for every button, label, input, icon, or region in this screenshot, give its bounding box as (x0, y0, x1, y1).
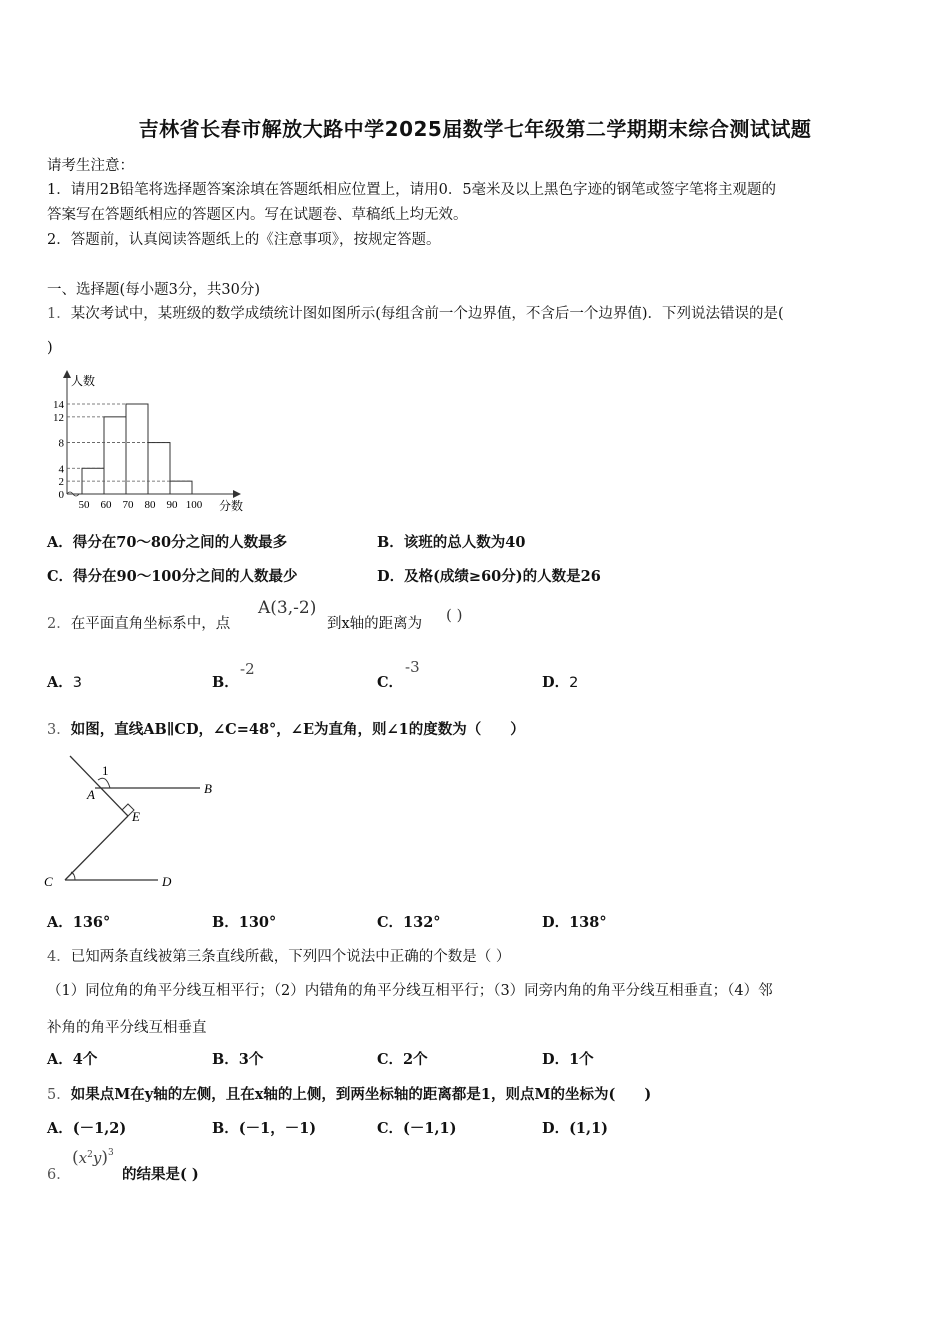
label-1: 1 (102, 763, 109, 778)
question-number: 4． (47, 949, 71, 965)
question-6-text: 的结果是( ) (122, 1166, 199, 1183)
histogram-chart (55, 368, 255, 518)
q2-option-d[interactable]: D．2 (542, 674, 579, 691)
y-tick-label: 4 (58, 463, 64, 476)
q5-option-a[interactable]: A．(－1,2) (47, 1120, 127, 1137)
q5-option-b[interactable]: B．(－1，－1) (212, 1120, 317, 1137)
q1-option-b[interactable]: B．该班的总人数为40 (377, 534, 526, 551)
x-tick-label: 70 (122, 499, 134, 511)
histogram-bar (148, 443, 170, 494)
geometry-figure (40, 750, 230, 895)
q1-option-a[interactable]: A．得分在70～80分之间的人数最多 (47, 534, 288, 551)
q3-option-b[interactable]: B．130° (212, 914, 277, 931)
y-axis-label: 人数 (71, 374, 96, 388)
question-text: 如图，直线AB∥CD，∠C=48°，∠E为直角，则∠1的度数为（ ） (70, 721, 525, 738)
y-tick-label: 0 (58, 489, 64, 501)
q1-option-d[interactable]: D．及格(成绩≥60分)的人数是26 (377, 568, 601, 585)
question-number: 3． (47, 722, 71, 738)
answer-paren: ( ) (446, 606, 463, 624)
power-expression: $(x^2y)^3$ (72, 1148, 114, 1168)
label-d: D (162, 874, 172, 889)
label-a: A (87, 787, 95, 802)
x-tick-label: 90 (166, 499, 178, 511)
section-heading: 一、选择题(每小题3分，共30分) (47, 282, 260, 298)
q2-option-c[interactable]: C． (377, 674, 404, 691)
histogram-bar (170, 481, 192, 494)
q5-option-d[interactable]: D．(1,1) (542, 1120, 609, 1137)
notice-line-2: 2．答题前，认真阅读答题纸上的《注意事项》，按规定答题。 (47, 232, 441, 248)
question-6-number (47, 1163, 71, 1184)
question-number: 2． (47, 616, 71, 632)
page-title: 吉林省长春市解放大路中学2025届数学七年级第二学期期末综合测试试题 (138, 117, 812, 141)
q1-option-c[interactable]: C．得分在90～100分之间的人数最少 (47, 568, 298, 585)
x-tick-label: 50 (78, 499, 90, 511)
q4-option-d[interactable]: D．1个 (542, 1051, 594, 1068)
question-3 (47, 718, 525, 739)
point-a-coord: A(3,-2) (258, 598, 317, 618)
question-5 (47, 1083, 651, 1104)
q2-option-b[interactable]: B． (212, 674, 239, 691)
notice-heading: 请考生注意： (47, 158, 134, 174)
option-value: -3 (405, 658, 420, 676)
option-value: 2 (569, 675, 579, 691)
histogram-bar (126, 404, 148, 494)
q4-option-b[interactable]: B．3个 (212, 1051, 264, 1068)
y-axis-arrow (63, 370, 71, 378)
q3-option-a[interactable]: A．136° (47, 914, 111, 931)
question-number: 5． (47, 1087, 71, 1103)
question-1-close: ) (47, 340, 53, 356)
question-text: 某次考试中，某班级的数学成绩统计图如图所示(每组含前一个边界值，不含后一个边界值)．下列说法错误的是( (70, 306, 784, 322)
y-tick-label: 14 (53, 399, 64, 411)
x-axis-arrow (233, 490, 241, 498)
q3-option-c[interactable]: C．132° (377, 914, 441, 931)
question-number: 6． (47, 1167, 71, 1183)
notice-line-1: 1．请用2B铅笔将选择题答案涂填在答题纸相应位置上，请用0．5毫米及以上黑色字迹的钢笔或签字笔将主观题的 (47, 182, 777, 198)
line-ae (70, 756, 128, 816)
x-axis-label: 分数 (219, 499, 244, 513)
question-4 (47, 945, 510, 966)
q3-option-d[interactable]: D．138° (542, 914, 607, 931)
y-tick-label: 12 (53, 411, 64, 424)
question-number: 1． (47, 306, 71, 322)
y-tick-label: 8 (58, 437, 64, 450)
question-text: 如果点M在y轴的左侧，且在x轴的上侧，到两坐标轴的距离都是1，则点M的坐标为( ) (70, 1086, 652, 1103)
x-tick-label: 100 (185, 499, 203, 511)
question-4-line-2: （1）同位角的角平分线互相平行；（2）内错角的角平分线互相平行；（3）同旁内角的角平分线互相垂直；（4）邻 (47, 983, 773, 999)
q5-option-c[interactable]: C．(－1,1) (377, 1120, 457, 1137)
label-b: B (204, 781, 212, 796)
q2-option-a[interactable]: A．3 (47, 674, 82, 691)
label-e: E (132, 809, 140, 824)
question-1 (47, 302, 784, 323)
x-tick-label: 80 (144, 499, 156, 511)
option-value: -2 (240, 660, 255, 678)
histogram-bar (104, 417, 126, 494)
q4-option-c[interactable]: C．2个 (377, 1051, 428, 1068)
x-tick-label: 60 (100, 499, 112, 511)
option-value: 3 (72, 675, 82, 691)
q4-option-a[interactable]: A．4个 (47, 1051, 98, 1068)
label-c: C (44, 874, 53, 889)
question-text: 已知两条直线被第三条直线所截，下列四个说法中正确的个数是（ ） (70, 949, 511, 965)
question-4-line-3: 补角的角平分线互相垂直 (47, 1020, 207, 1036)
question-2 (47, 612, 230, 633)
question-text-2: 到x轴的距离为 (327, 616, 423, 632)
y-tick-label: 2 (58, 476, 64, 489)
notice-line-1b: 答案写在答题纸相应的答题区内。写在试题卷、草稿纸上均无效。 (47, 207, 468, 223)
line-ec (65, 816, 128, 880)
question-text: 在平面直角坐标系中，点 (70, 616, 231, 632)
